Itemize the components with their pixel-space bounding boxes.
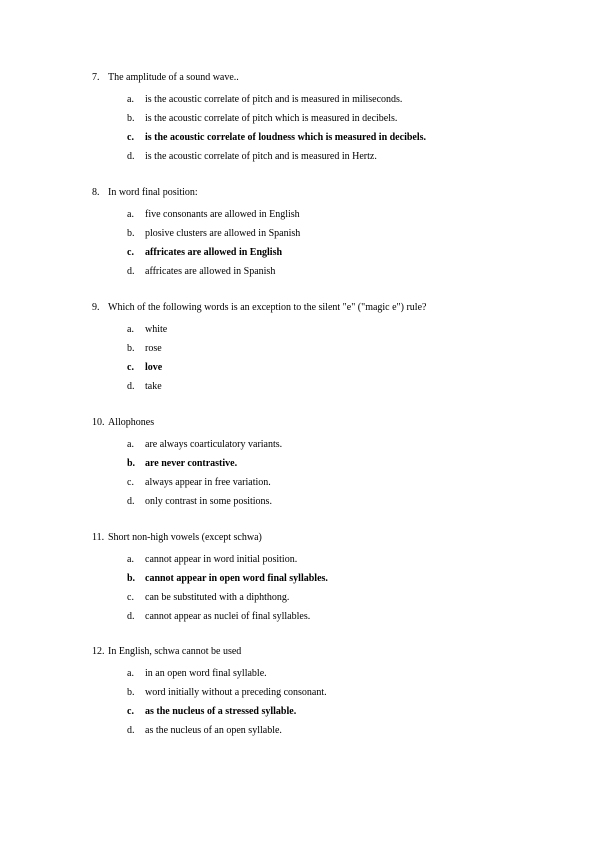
question-stem — [92, 645, 572, 659]
option-a — [92, 320, 572, 339]
question-stem — [92, 301, 572, 315]
question-9 — [92, 301, 572, 396]
question-7 — [92, 71, 572, 166]
option-text: is the acoustic correlate of loudness which is measured in decibels. — [145, 132, 427, 143]
question-8 — [92, 186, 572, 281]
option-c-correct — [92, 702, 572, 721]
question-text: Short non-high vowels (except schwa) — [108, 532, 262, 543]
option-a — [92, 205, 572, 224]
option-letter: d. — [127, 496, 135, 507]
option-text: affricates are allowed in English — [145, 247, 283, 258]
option-b — [92, 683, 572, 702]
option-letter: d. — [127, 266, 135, 277]
question-text: Which of the following words is an exception to the silent "e" ("magic e") rule? — [108, 302, 427, 313]
question-number: 8. — [92, 187, 100, 198]
option-c — [92, 588, 572, 607]
option-text: rose — [145, 343, 162, 354]
question-stem — [92, 71, 572, 85]
option-text: cannot appear as nuclei of final syllables. — [145, 611, 311, 622]
option-b — [92, 224, 572, 243]
option-a — [92, 550, 572, 569]
question-number: 11. — [92, 532, 105, 543]
option-text: cannot appear in open word final syllables. — [145, 573, 328, 584]
option-text: in an open word final syllable. — [145, 668, 267, 679]
option-text: is the acoustic correlate of pitch and is measured in Hertz. — [145, 151, 377, 162]
question-12 — [92, 645, 572, 740]
option-letter: b. — [127, 573, 136, 584]
option-letter: b. — [127, 458, 136, 469]
option-letter: a. — [127, 209, 134, 220]
option-text: is the acoustic correlate of pitch and is measured in miliseconds. — [145, 94, 403, 105]
option-d — [92, 377, 572, 396]
option-text: white — [145, 324, 168, 335]
question-stem — [92, 416, 572, 430]
question-number: 7. — [92, 72, 100, 83]
option-letter: d. — [127, 611, 135, 622]
option-letter: b. — [127, 687, 135, 698]
option-text: five consonants are allowed in English — [145, 209, 300, 220]
option-text: can be substituted with a diphthong. — [145, 592, 290, 603]
option-text: as the nucleus of an open syllable. — [145, 725, 282, 736]
option-text: cannot appear in word initial position. — [145, 554, 298, 565]
question-stem — [92, 186, 572, 200]
question-11 — [92, 531, 572, 626]
option-text: take — [145, 381, 162, 392]
option-letter: c. — [127, 477, 134, 488]
option-letter: d. — [127, 381, 135, 392]
question-text: In word final position: — [108, 187, 198, 198]
question-10 — [92, 416, 572, 511]
option-letter: b. — [127, 343, 135, 354]
option-text: are always coarticulatory variants. — [145, 439, 283, 450]
option-b — [92, 109, 572, 128]
option-a — [92, 90, 572, 109]
option-d — [92, 721, 572, 740]
option-a — [92, 435, 572, 454]
option-letter: a. — [127, 324, 134, 335]
question-number: 12. — [92, 646, 105, 657]
option-letter: a. — [127, 94, 134, 105]
option-letter: c. — [127, 706, 134, 717]
option-letter: a. — [127, 554, 134, 565]
option-letter: c. — [127, 362, 134, 373]
question-text: In English, schwa cannot be used — [108, 646, 242, 657]
option-c-correct — [92, 128, 572, 147]
option-letter: c. — [127, 592, 134, 603]
option-text: word initially without a preceding consonant. — [145, 687, 327, 698]
option-text: only contrast in some positions. — [145, 496, 272, 507]
option-letter: a. — [127, 439, 134, 450]
question-stem — [92, 531, 572, 545]
option-letter: d. — [127, 151, 135, 162]
option-letter: b. — [127, 113, 135, 124]
option-text: plosive clusters are allowed in Spanish — [145, 228, 301, 239]
option-letter: a. — [127, 668, 134, 679]
option-letter: c. — [127, 247, 134, 258]
option-b-correct — [92, 569, 572, 588]
question-text: The amplitude of a sound wave.. — [108, 72, 239, 83]
question-text: Allophones — [108, 417, 155, 428]
option-d — [92, 492, 572, 511]
option-text: is the acoustic correlate of pitch which is measured in decibels. — [145, 113, 398, 124]
option-text: as the nucleus of a stressed syllable. — [145, 706, 297, 717]
option-a — [92, 664, 572, 683]
option-text: affricates are allowed in Spanish — [145, 266, 276, 277]
option-d — [92, 147, 572, 166]
option-c-correct — [92, 358, 572, 377]
option-b — [92, 339, 572, 358]
option-b-correct — [92, 454, 572, 473]
option-c-correct — [92, 243, 572, 262]
option-d — [92, 607, 572, 626]
option-text: always appear in free variation. — [145, 477, 271, 488]
option-text: love — [145, 362, 163, 373]
option-c — [92, 473, 572, 492]
option-letter: b. — [127, 228, 135, 239]
option-text: are never contrastive. — [145, 458, 238, 469]
option-letter: d. — [127, 725, 135, 736]
question-number: 9. — [92, 302, 100, 313]
question-number: 10. — [92, 417, 105, 428]
option-d — [92, 262, 572, 281]
option-letter: c. — [127, 132, 134, 143]
